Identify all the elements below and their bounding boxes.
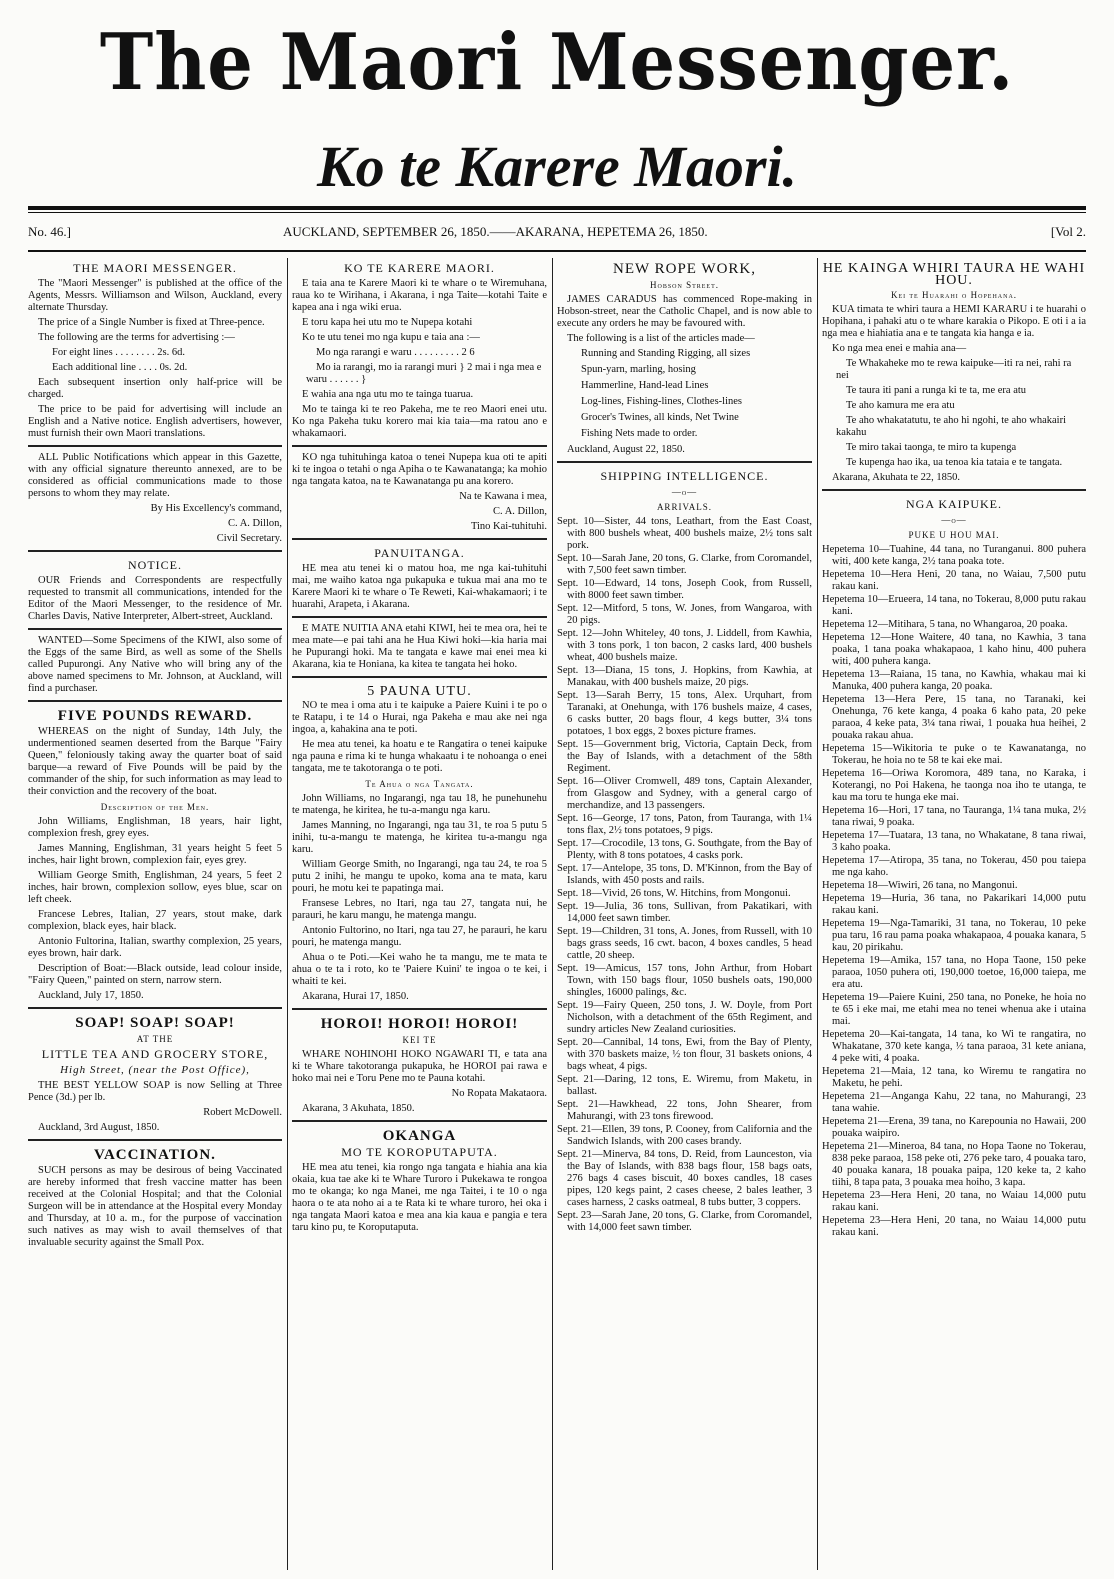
paragraph: WHEREAS on the night of Sunday, 14th July, the undermentioned seamen deserted from the Barque "Fairy Queen," feloniously taking away the quarter boat of said barque—a reward of Five Pounds will be paid by the commander of the ship, for such information as may lead to their conviction and the recovery of the boat. [28,726,282,797]
arrival-entry: Sept. 12—John Whiteley, 40 tons, J. Liddell, from Kawhia, with 3 tons pork, 1 ton bacon, 2 casks lard, 400 bushels wheat, 400 bushels maize. [557,628,812,663]
signature-line: Civil Secretary. [216,533,282,544]
signature-line: C. A. Dillon, [228,518,282,529]
section-heading: THE MAORI MESSENGER. [73,261,237,275]
vaccination-section [292,1120,547,1234]
arrival-entry: Hepetema 23—Hera Heni, 20 tana, no Waiau 14,000 putu rakau kani. [822,1215,1086,1238]
arrival-entry: Hepetema 13—Hera Pere, 15 tana, no Taranaki, kei Onehunga, 76 kete kanga, 4 poaka 6 kaho pata, 20 peke paraoa, 4 keke pata, 3¼ tana riwai, 1 pouaka hua heihei, 2 pouaka rakau ahua. [822,694,1086,741]
arrival-entry: Hepetema 10—Hera Heni, 20 tana, no Waiau, 7,500 putu rakau kani. [822,569,1086,592]
paragraph: KUA timata te whiri taura a HEMI KARARU i te huarahi o Hopihana, i pahaki atu o te whare karakia o Pikopo. E oti i a ia nga mea e hiahiatia ana e te tangata kia hanga e ia. [822,304,1086,339]
paragraph: The "Maori Messenger" is published at the office of the Agents, Messrs. Williamson and Wilson, Auckland, every alternate Thursday. [28,278,282,313]
notice-section [28,550,282,623]
arrival-entry: Hepetema 16—Oriwa Koromora, 489 tana, no Karaka, i Koterangi, no Poi Hakena, he taonga noa iho te utanga, te kau ma toru te hunga eke mai. [822,768,1086,803]
column-divider [817,258,818,1570]
arrival-entry: Hepetema 12—Hone Waitere, 40 tana, no Kawhia, 3 tana poaka, 1 tana poaka whakapaoa, 1 kaho hinu, 400 puhera witi, 400 puhera kanga. [822,632,1086,667]
soap-section [28,1007,282,1134]
subheading: LITTLE TEA AND GROCERY STORE, [41,1047,269,1061]
arrival-entry: Hepetema 19—Amika, 157 tana, no Hopa Taone, 150 peke paraoa, 1050 puhera oti, 190,000 toetoe, 16,000 taiepa, me era atu. [822,955,1086,990]
arrival-entry: Sept. 10—Sarah Jane, 20 tons, G. Clarke, from Coromandel, with 7,500 feet sawn timber. [557,553,812,576]
arrival-entry: Sept. 13—Sarah Berry, 15 tons, Alex. Urquhart, from Taranaki, at Onehunga, with 176 bushels maize, 4 cases, 6 casks butter, 20 bags flour, 4 kegs butter, 3¼ tons potatoes, 1 box eggs, 2 boxes picture frames. [557,690,812,737]
paragraph: William George Smith, no Ingarangi, nga tau 24, te roa 5 putu 2 inihi, he mangu te upoko, koma ana te mata, karu pouri, he motu kei te papatinga mai. [292,859,547,894]
notice-section [292,538,547,611]
arrival-entry: Sept. 18—Vivid, 26 tons, W. Hitchins, from Mongonui. [557,888,791,899]
column-1 [28,260,282,1252]
arrival-entry: Sept. 17—Crocodile, 13 tons, G. Southgate, from the Bay of Plenty, with 8 tons potatoes, 4 casks pork. [557,838,812,861]
section-heading: FIVE POUNDS REWARD. [57,708,253,724]
paragraph: Ko nga mea enei e mahia ana— [832,343,967,354]
paragraph: Each subsequent insertion only half-price will be charged. [28,377,282,400]
paragraph: Ko te utu tenei mo nga kupu e taia ana :— [302,332,480,343]
paragraph: Auckland, August 22, 1850. [567,444,685,455]
arrival-entry: Sept. 10—Edward, 14 tons, Joseph Cook, from Russell, with 8000 feet sawn timber. [557,578,812,601]
section-heading: KO TE KARERE MAORI. [344,261,495,275]
shipping-section [557,461,812,1234]
arrival-entry: Sept. 19—Julia, 36 tons, Sullivan, from Pakatikari, with 14,000 feet sawn timber. [557,901,812,924]
list-item: Log-lines, Fishing-lines, Clothes-lines [581,396,742,407]
list-item: Te aho kamura me era atu [846,400,955,411]
paragraph: John Williams, Englishman, 18 years, hair light, complexion fresh, grey eyes. [28,816,282,839]
arrival-entry: Hepetema 23—Hera Heni, 20 tana, no Waiau 14,000 putu rakau kani. [822,1190,1086,1213]
paragraph: Description of Boat:—Black outside, lead colour inside, "Fairy Queen," painted on stern, narrow stern. [28,963,282,986]
subheading: ARRIVALS. [656,502,713,512]
arrival-entry: Sept. 13—Diana, 15 tons, J. Hopkins, from Kawhia, at Manakau, with 400 bushels maize, 20 pigs. [557,665,812,688]
price-line: For eight lines . . . . . . . . 2s. 6d. [52,347,185,358]
arrivals-list [822,544,1086,1239]
section-heading: HE KAINGA WHIRI TAURA HE WAHI HOU. [822,261,1086,288]
subheading: —o— [671,487,698,497]
date-text: AUCKLAND, SEPTEMBER 26, 1850.——AKARANA, HEPETEMA 26, 1850. [283,224,708,239]
signature-line: By His Excellency's command, [150,503,282,514]
signature-line: Tino Kai-tuhituhi. [470,521,547,532]
list-item: Hammerline, Hand-lead Lines [581,380,709,391]
arrival-entry: Hepetema 19—Huria, 36 tana, no Pakarikari 14,000 putu rakau kani. [822,893,1086,916]
arrival-entry: Hepetema 12—Mitihara, 5 tana, no Whangaroa, 20 poaka. [822,619,1068,630]
list-item: Grocer's Twines, all kinds, Net Twine [581,412,739,423]
arrival-entry: Hepetema 17—Tuatara, 13 tana, no Whakatane, 8 tana riwai, 3 kaho poaka. [822,830,1086,853]
list-item: Te taura iti pani a runga ki te ta, me era atu [846,385,1027,396]
arrival-entry: Hepetema 21—Mineroa, 84 tana, no Hopa Taone no Tokerau, 838 peke paraoa, 158 peke oti, 276 peke taro, 4 pouaka taro, 40 pouaka kanara, 18 pouaka paipa, 120 keke ta, 2 kaho tiihi, 8 tapa pata, 3 pouaka mea hoiho, 3 kapa. [822,1141,1086,1188]
paragraph: HE mea atu tenei, kia rongo nga tangata e hiahia ana kia okaia, kua tae ake ki te Whare Turoro i Pukekawa te rongoa mo te okanga; ko nga Manei, me nga Taitei, i te 10 o nga haora o te ata noho ai a te Rata ki te whare turoro, hei oka i nga tangata Maori katoa e mea ana kia kaua e pangia e tera taru kino pu, te Koroputaputa. [292,1162,547,1233]
soap-section [292,1008,547,1115]
paragraph: Ahua o te Poti.—Kei waho he ta mangu, me te mata te ahua o te ta i roto, ko te 'Paiere Kuini' te ingoa o te kei, i whaiti te kei. [292,952,547,987]
arrival-entry: Sept. 19—Amicus, 157 tons, John Arthur, from Hobart Town, with 150 bags flour, 1050 bushels oats, 190,000 shingles, 16000 palings, &c. [557,963,812,998]
arrival-entry: Sept. 17—Antelope, 35 tons, D. M'Kinnon, from the Bay of Islands, with 450 posts and rails. [557,863,812,886]
arrival-entry: Sept. 20—Cannibal, 14 tons, Ewi, from the Bay of Plenty, with 370 baskets maize, ½ ton flour, 31 baskets onions, 4 bags wheat, 4 pigs. [557,1037,812,1072]
arrival-entry: Sept. 21—Minerva, 84 tons, D. Reid, from Launceston, via the Bay of Islands, with 838 bags flour, 158 bags oats, 276 bags 4 cases biscuit, 40 boxes candles, 18 cases pipes, 120 kegs paint, 2 cases cheese, 2 bales leather, 3 cases harness, 2 casks oatmeal, 8 tubs butter, 3 coppers. [557,1149,812,1208]
section-heading: SOAP! SOAP! SOAP! [75,1015,235,1031]
paragraph: THE BEST YELLOW SOAP is now Selling at Three Pence (3d.) per lb. [28,1080,282,1103]
section-heading: 5 PAUNA UTU. [367,684,472,699]
notice-section [28,628,282,695]
arrival-entry: Hepetema 16—Hori, 17 tana, no Tauranga, 1¼ tana muka, 2½ tana riwai, 9 poaka. [822,805,1086,828]
paragraph: Francese Lebres, Italian, 27 years, stout make, dark complexion, black eyes, hair black. [28,909,282,932]
paragraph: Akarana, Akuhata te 22, 1850. [832,472,961,483]
arrival-entry: Sept. 23—Sarah Jane, 20 tons, G. Clarke, from Coromandel, with 14,000 feet sawn timber. [557,1210,812,1233]
section-heading: NEW ROPE WORK, [612,261,757,277]
vaccination-section [28,1139,282,1249]
paragraph: ALL Public Notifications which appear in this Gazette, with any official signature thereunto annexed, are to be considered as official communications made to those persons to whom they may relate. [28,452,282,499]
signature-line: C. A. Dillon, [493,506,547,517]
subheading: PUKE U HOU MAI. [908,530,1000,540]
column-4 [822,260,1086,1240]
list-item: Te miro takai taonga, te miro ta kupenga [846,442,1017,453]
paragraph: Antonio Fultorina, Italian, swarthy complexion, 25 years, eyes brown, hair dark. [28,936,282,959]
list-item: Te aho whakatatutu, te aho hi ngohi, te aho whakairi kakahu [836,415,1066,438]
section-heading: SHIPPING INTELLIGENCE. [600,469,769,483]
column-3 [557,260,812,1235]
arrival-entry: Hepetema 13—Raiana, 15 tana, no Kawhia, whakau mai ki Manuka, 400 puhera kanga, 20 poaka. [822,669,1086,692]
arrival-entry: Sept. 19—Fairy Queen, 250 tons, J. W. Doyle, from Port Nicholson, with a detachment of the 65th Regiment, and sundry articles New Zealand curiosities. [557,1000,812,1035]
paragraph: Akarana, Hurai 17, 1850. [302,991,409,1002]
list-item: Spun-yarn, marling, hosing [581,364,696,375]
subheading: Kei te Huarahi o Hopehana. [890,290,1018,300]
arrival-entry: Sept. 16—George, 17 tons, Paton, from Tauranga, with 1¼ tons flax, 2½ tons potatoes, 9 pigs. [557,813,812,836]
arrival-entry: Sept. 21—Hawkhead, 22 tons, John Shearer, from Mahurangi, with 23 tons firewood. [557,1099,812,1122]
column-2 [292,260,547,1237]
arrival-entry: Hepetema 10—Erueera, 14 tana, no Tokerau, 8,000 putu rakau kani. [822,594,1086,617]
arrival-entry: Sept. 12—Mitford, 5 tons, W. Jones, from Wangaroa, with 20 pigs. [557,603,812,626]
subheading: Hobson Street. [649,280,719,290]
reward-section [292,676,547,1003]
section-heading: OKANGA [382,1128,457,1144]
arrival-entry: Hepetema 18—Wiwiri, 26 tana, no Mangonui. [822,880,1018,891]
subheading: Te Ahua o nga Tangata. [365,779,474,789]
list-item: Te Whakaheke mo te rewa kaipuke—iti ra nei, rahi ra nei [836,358,1072,381]
paragraph: HE mea atu tenei ki o matou hoa, me nga kai-tuhituhi mai, me waiho katoa nga pukapuka e tukua mai ana mo te Karere Maori ki te whare o Te Reweti, Kai-whakamaori; i te huarahi, Arapeta, i Akarana. [292,563,547,610]
paragraph: SUCH persons as may be desirous of being Vaccinated are hereby informed that fresh vaccine matter has been received at the Colonial Hospital; and that the Colonial Surgeon will be in attendance at the Hospital every Monday and Thursday, at 10 a. m., for the purpose of vaccination such natives as may wish to avail themselves of that invaluable security against the Small Pox. [28,1165,282,1248]
paragraph: Akarana, 3 Akuhata, 1850. [302,1103,415,1114]
arrival-entry: Hepetema 19—Paiere Kuini, 250 tana, no Poneke, he hoia no te 65 i eke mai, me etahi mea no tenei whenua ake i utaina mai. [822,992,1086,1027]
column-divider [287,258,288,1570]
arrival-entry: Hepetema 21—Erena, 39 tana, no Karepounia no Hawaii, 200 pouaka waipiro. [822,1116,1086,1139]
paragraph: The following is a list of the articles made— [567,333,755,344]
section-heading: NOTICE. [128,558,182,572]
masthead-rule [28,206,1086,210]
arrival-entry: Hepetema 21—Maia, 12 tana, ko Wiremu te rangatira no Maketu, he pehi. [822,1066,1086,1089]
price-line: Mo ia rarangi, mo ia rarangi muri } 2 mai i nga mea e waru . . . . . . } [306,362,542,385]
paragraph: E taia ana te Karere Maori ki te whare o te Wiremuhana, raua ko te Wirihana, i Akarana, i nga Taite—kotahi Taite e kapea ana i nga wiki erua. [292,278,547,313]
section-heading: NGA KAIPUKE. [906,497,1002,511]
arrival-entry: Sept. 21—Ellen, 39 tons, P. Cooney, from California and the Sandwich Islands, with 200 cases brandy. [557,1124,812,1147]
paragraph: WANTED—Some Specimens of the KIWI, also some of the Eggs of the same Bird, as well as some of the Shells called Pupurongi. Any Native who will bring any of the above named specimens to Mr. Johnson, at Auckland, will find a purchaser. [28,635,282,694]
arrival-entry: Hepetema 21—Anganga Kahu, 22 tana, no Mahurangi, 23 tana wahie. [822,1091,1086,1114]
signature-line: No Ropata Makataora. [451,1088,547,1099]
arrival-entry: Hepetema 10—Tuahine, 44 tana, no Turanganui. 800 puhera witi, 400 kete kanga, 2½ tana poaka tote. [822,544,1086,567]
paragraph: The following are the terms for advertising :— [38,332,235,343]
arrival-entry: Hepetema 17—Atiropa, 35 tana, no Tokerau, 450 pou taiepa me nga kaho. [822,855,1086,878]
price-line: Each additional line . . . . 0s. 2d. [52,362,188,373]
paragraph: Auckland, July 17, 1850. [38,990,144,1001]
subheading: AT THE [136,1034,174,1044]
list-item: Running and Standing Rigging, all sizes [581,348,751,359]
subheading: Description of the Men. [100,802,210,812]
notice-section [292,445,547,533]
arrival-entry: Hepetema 15—Wikitoria te puke o te Kawanatanga, no Tokerau, he hoia no te 58 te kai eke mai. [822,743,1086,766]
dateline [28,224,1086,244]
price-line: Mo nga rarangi e waru . . . . . . . . . 2 6 [316,347,475,358]
section-heading: PANUITANGA. [374,546,465,560]
issue-number: No. 46.] [28,224,71,239]
arrival-entry: Hepetema 20—Kai-tangata, 14 tana, ko Wi te rangatira, no Whakatane, 370 kete kanga, ½ tana paraoa, 31 kete aniana, 4 peke witi, 4 poaka. [822,1029,1086,1064]
arrival-entry: Sept. 19—Children, 31 tons, A. Jones, from Russell, with 10 bags grass seeds, 16 cwt. bacon, 4 boxes candles, 5 head cattle, 20 sheep. [557,926,812,961]
list-item: Fishing Nets made to order. [581,428,698,439]
arrival-entry: Sept. 15—Government brig, Victoria, Captain Deck, from the Bay of Islands, with a detachment of the 58th Regiment. [557,739,812,774]
paragraph: KO nga tuhituhinga katoa o tenei Nupepa kua oti te apiti ki te ingoa o tetahi o nga Apiha o te Kawanatanga; ka mohio nga tangata katoa, na te Kawanatanga pu ana korero. [292,452,547,487]
paragraph: Antonio Fultorino, no Itari, nga tau 27, he parauri, he karu pouri, he matenga mangu. [292,925,547,948]
paragraph: John Williams, no Ingarangi, nga tau 18, he punehunehu te matenga, he kiritea, he tu-a-mangu nga karu. [292,793,547,816]
paragraph: James Manning, no Ingarangi, nga tau 31, te roa 5 putu 5 inihi, tu-a-mangu te matenga, he kiritea tu-a-mangu nga karu. [292,820,547,855]
dateline-rule [28,250,1086,252]
paragraph: William George Smith, Englishman, 24 years, 5 feet 2 inches, hair brown, complexion sollow, eyes blue, scar on left cheek. [28,870,282,905]
subheading: KEI TE [402,1035,437,1045]
paragraph: Mo te tainga ki te reo Pakeha, me te reo Maori enei utu. Ko nga Pakeha tuku korero mai kia taia—ma ratou ano e whakamaori. [292,404,547,439]
paragraph: E MATE NUITIA ANA etahi KIWI, hei te mea ora, hei te mea mate—e pai tahi ana he Hua Kiwi hoki—kia haria mai he Pupurangi hoki. Ma te tangata e kawe mai enei mea ki Akarana, kia te Honiana, ka kitea te tangata hei hoko. [292,623,547,670]
signature-line: Na te Kawana i mea, [459,491,547,502]
notice-section [28,445,282,545]
subheading: High Street, (near the Post Office), [60,1064,250,1076]
arrival-entry: Sept. 10—Sister, 44 tons, Leathart, from the East Coast, with 800 bushels wheat, 400 bushels maize, 2½ tons salt pork. [557,516,812,551]
paragraph: He mea atu tenei, ka hoatu e te Rangatira o tenei kaipuke nga pauna e rima ki te hunga whakaatu i te nohoanga o enei tangata, me te takotoranga o te poti. [292,739,547,774]
notice-section [292,616,547,671]
paragraph: James Manning, Englishman, 31 years height 5 feet 5 inches, hair light brown, complexion fair, eyes grey. [28,843,282,866]
arrival-entry: Sept. 21—Daring, 12 tons, E. Wiremu, from Maketu, in ballast. [557,1074,812,1097]
column-divider [552,258,553,1570]
masthead-title-english: The Maori Messenger. [99,17,1015,108]
paragraph: Auckland, 3rd August, 1850. [38,1122,160,1133]
paragraph: E wahia ana nga utu mo te tainga tuarua. [302,389,474,400]
masthead-title-maori: Ko te Karere Maori. [316,134,798,199]
section-heading: VACCINATION. [94,1147,216,1163]
paragraph: NO te mea i oma atu i te kaipuke a Paiere Kuini i te po o te Ratapu, i te 14 o Hurai, nga Pakeha e mau ake nei nga ingoa, a, kahakina ana te poti. [292,700,547,735]
paragraph: The price of a Single Number is fixed at Three-pence. [38,317,265,328]
arrivals-list [557,516,812,1234]
paragraph: Fransese Lebres, no Itari, nga tau 27, tangata nui, he parauri, he karu mangu, he matenga mangu. [292,898,547,921]
volume-number: [Vol 2. [1050,224,1086,239]
paragraph: WHARE NOHINOHI HOKO NGAWARI TI, e tata ana ki te Whare takotoranga pukapuka, he HOROI pai rawa e hoko mai nei e Toru Pene mo te Pauna kotahi. [292,1049,547,1084]
section-heading: HOROI! HOROI! HOROI! [320,1016,519,1032]
subheading: MO TE KOROPUTAPUTA. [341,1145,498,1159]
shipping-section [822,489,1086,1239]
paragraph: JAMES CARADUS has commenced Rope-making in Hobson-street, near the Catholic Chapel, and is now able to execute any orders he may be favoured with. [557,294,812,329]
reward-section [28,700,282,1002]
masthead-rule-thin [28,212,1086,213]
list-item: Te kupenga hao ika, ua tenoa kia tataia e te tangata. [846,457,1063,468]
paragraph: The price to be paid for advertising will include an English and a Native notice. English advertisers, however, must furnish their own Maori translations. [28,404,282,439]
arrival-entry: Hepetema 19—Nga-Tamariki, 31 tana, no Tokerau, 10 peke pua taru, 16 rau pama poaka whakapaoa, 4 pouaka kanara, 5 kau, 20 pirikahu. [822,918,1086,953]
subheading: —o— [941,515,967,525]
paragraph: OUR Friends and Correspondents are respectfully requested to transmit all communications, intended for the Editor of the Maori Messenger, to the residence of Mr. Charles Davis, Native Interpreter, Albert-street, Auckland. [28,575,282,622]
arrival-entry: Sept. 16—Oliver Cromwell, 489 tons, Captain Alexander, from Glasgow and Sydney, with a general cargo of merchandize, and 13 passengers. [557,776,812,811]
paragraph: E toru kapa hei utu mo te Nupepa kotahi [302,317,473,328]
signature-line: Robert McDowell. [203,1107,282,1118]
